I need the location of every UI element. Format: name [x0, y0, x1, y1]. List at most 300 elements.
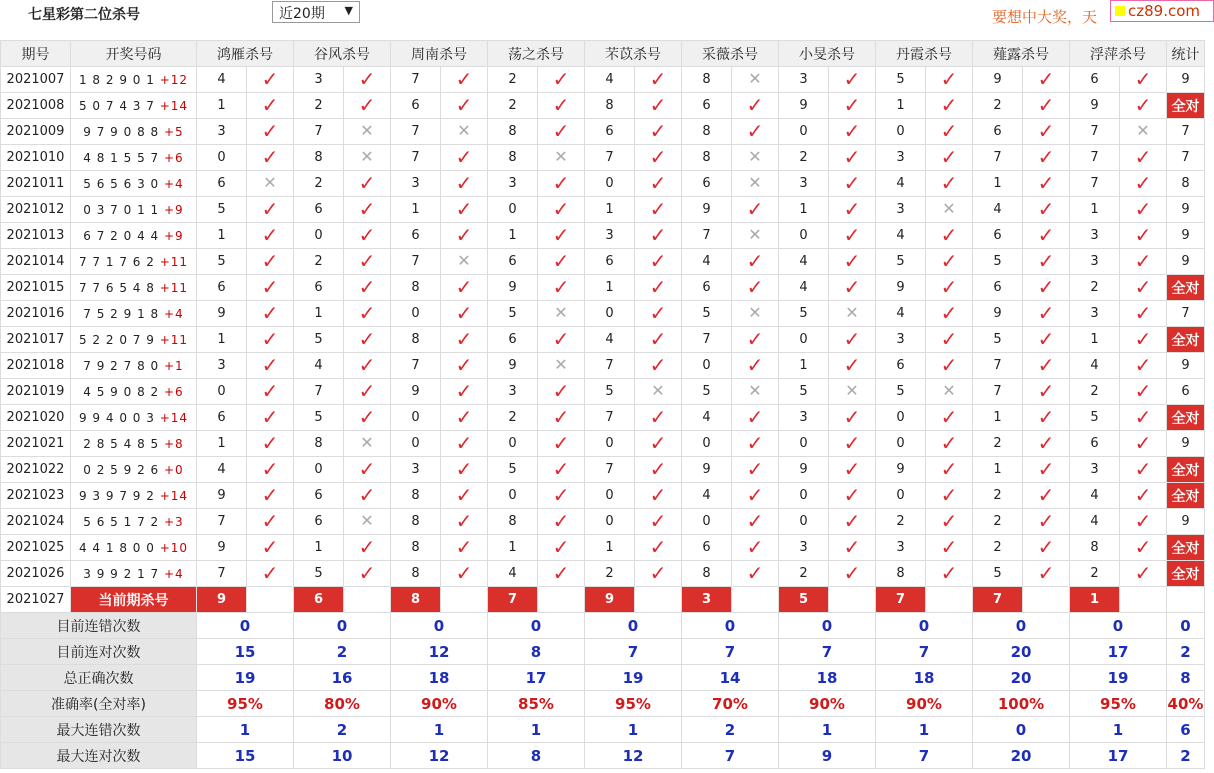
stat-value: 90% [779, 691, 876, 717]
kill-number: 4 [585, 327, 635, 353]
cross-icon [926, 197, 973, 223]
kill-number: 2 [1070, 379, 1120, 405]
table-row [1, 145, 1205, 171]
check-icon [538, 561, 585, 587]
cross-icon [732, 145, 779, 171]
check-icon [247, 405, 294, 431]
stat-label: 最大连对次数 [1, 743, 197, 769]
cross-icon [538, 353, 585, 379]
kill-number: 3 [876, 145, 926, 171]
cross-icon [635, 379, 682, 405]
check-icon: ✓ [455, 483, 473, 507]
draw-sum: +3 [164, 514, 184, 529]
check-icon: ✓ [746, 119, 764, 143]
check-icon [635, 67, 682, 93]
check-icon [247, 509, 294, 535]
check-icon: ✓ [1037, 327, 1055, 351]
stat-value: 90% [391, 691, 488, 717]
check-icon: ✓ [358, 483, 376, 507]
cross-icon: ✕ [942, 199, 956, 218]
check-icon: ✓ [1134, 379, 1152, 403]
row-total: 7 [1167, 301, 1205, 327]
check-icon: ✓ [261, 93, 279, 117]
check-icon [538, 379, 585, 405]
check-icon [829, 197, 876, 223]
table-row [1, 327, 1205, 353]
check-icon: ✓ [552, 119, 570, 143]
check-icon [247, 483, 294, 509]
draw-cell [71, 405, 197, 431]
stat-value: 1 [197, 717, 294, 743]
kill-number: 3 [294, 67, 344, 93]
check-icon: ✓ [261, 483, 279, 507]
kill-number: 5 [294, 327, 344, 353]
check-icon [344, 457, 391, 483]
draw-cell [71, 483, 197, 509]
column-header: 小旻杀号 [779, 41, 876, 67]
table-row [1, 197, 1205, 223]
check-icon [1120, 171, 1167, 197]
draw-cell [71, 197, 197, 223]
check-icon [538, 119, 585, 145]
check-icon [441, 431, 488, 457]
draw-cell [71, 223, 197, 249]
kill-number: 6 [488, 327, 538, 353]
empty-cell [1120, 587, 1167, 613]
check-icon: ✓ [358, 405, 376, 429]
logo-text: cz89.com [1128, 2, 1201, 20]
check-icon [1120, 223, 1167, 249]
draw-numbers: 5 0 7 4 3 7 [78, 98, 155, 113]
stat-value: 0 [1167, 613, 1205, 639]
table-row [1, 67, 1205, 93]
check-icon [926, 145, 973, 171]
check-icon [247, 67, 294, 93]
check-icon [1023, 535, 1070, 561]
check-icon [441, 353, 488, 379]
kill-number: 0 [585, 509, 635, 535]
kill-number: 1 [585, 535, 635, 561]
kill-number: 0 [876, 119, 926, 145]
check-icon [926, 93, 973, 119]
stat-value: 0 [294, 613, 391, 639]
kill-number: 8 [682, 119, 732, 145]
kill-number: 5 [876, 379, 926, 405]
table-row [1, 561, 1205, 587]
kill-number: 3 [876, 327, 926, 353]
check-icon: ✓ [746, 431, 764, 455]
check-icon [538, 405, 585, 431]
check-icon [247, 457, 294, 483]
cross-icon: ✕ [748, 69, 762, 88]
check-icon: ✓ [1134, 223, 1152, 247]
cross-icon [732, 67, 779, 93]
check-icon: ✓ [746, 327, 764, 351]
stat-value: 18 [876, 665, 973, 691]
current-kill-number: 7 [488, 587, 538, 613]
empty-cell [635, 587, 682, 613]
check-icon: ✓ [1037, 223, 1055, 247]
kill-number: 6 [294, 483, 344, 509]
check-icon [538, 249, 585, 275]
kill-number: 8 [682, 561, 732, 587]
draw-cell [71, 119, 197, 145]
kill-number: 1 [294, 535, 344, 561]
cross-icon [538, 145, 585, 171]
kill-number: 5 [682, 301, 732, 327]
kill-number: 6 [197, 275, 247, 301]
kill-number: 0 [391, 431, 441, 457]
kill-number: 2 [1070, 561, 1120, 587]
kill-number: 7 [585, 353, 635, 379]
stat-value: 12 [391, 743, 488, 769]
check-icon: ✓ [552, 275, 570, 299]
check-icon [247, 119, 294, 145]
check-icon [441, 223, 488, 249]
kill-number: 2 [294, 93, 344, 119]
stat-value: 1 [1070, 717, 1167, 743]
check-icon [538, 457, 585, 483]
check-icon [926, 509, 973, 535]
draw-numbers: 6 7 2 0 4 4 [83, 228, 160, 243]
stat-row [1, 717, 1205, 743]
check-icon: ✓ [843, 197, 861, 221]
stat-value: 18 [779, 665, 876, 691]
check-icon: ✓ [649, 249, 667, 273]
check-icon [441, 93, 488, 119]
kill-number: 9 [488, 275, 538, 301]
cross-icon [732, 223, 779, 249]
check-icon: ✓ [455, 145, 473, 169]
stat-row [1, 665, 1205, 691]
kill-number: 6 [682, 93, 732, 119]
kill-number: 7 [197, 561, 247, 587]
current-kill-label: 当前期杀号 [71, 587, 197, 613]
kill-number: 8 [488, 145, 538, 171]
stat-value: 0 [1070, 613, 1167, 639]
check-icon: ✓ [746, 197, 764, 221]
kill-number: 6 [391, 93, 441, 119]
issue-cell: 2021024 [1, 509, 71, 535]
check-icon: ✓ [843, 223, 861, 247]
check-icon: ✓ [1134, 93, 1152, 117]
check-icon [344, 483, 391, 509]
kill-number: 8 [391, 275, 441, 301]
kill-number: 8 [682, 145, 732, 171]
stat-value: 7 [779, 639, 876, 665]
check-icon: ✓ [552, 327, 570, 351]
kill-number: 3 [197, 119, 247, 145]
check-icon: ✓ [1134, 509, 1152, 533]
draw-numbers: 9 7 9 0 8 8 [83, 124, 160, 139]
column-header: 开奖号码 [71, 41, 197, 67]
draw-cell [71, 93, 197, 119]
check-icon: ✓ [746, 483, 764, 507]
check-icon: ✓ [1037, 379, 1055, 403]
row-total: 9 [1167, 431, 1205, 457]
check-icon [441, 327, 488, 353]
kill-number: 0 [197, 379, 247, 405]
draw-cell [71, 275, 197, 301]
kill-number: 6 [973, 223, 1023, 249]
cross-icon: ✕ [845, 303, 859, 322]
check-icon [829, 327, 876, 353]
check-icon [635, 171, 682, 197]
check-icon [1023, 509, 1070, 535]
check-icon [926, 535, 973, 561]
check-icon: ✓ [455, 535, 473, 559]
check-icon [1023, 119, 1070, 145]
check-icon [635, 93, 682, 119]
row-total: 9 [1167, 223, 1205, 249]
row-total: 9 [1167, 509, 1205, 535]
site-logo[interactable] [1110, 0, 1214, 22]
kill-number: 1 [876, 93, 926, 119]
kill-number: 4 [779, 275, 829, 301]
check-icon [829, 457, 876, 483]
empty-cell [1023, 587, 1070, 613]
check-icon [732, 327, 779, 353]
stat-value: 7 [585, 639, 682, 665]
stat-value: 0 [682, 613, 779, 639]
kill-number: 1 [973, 405, 1023, 431]
slogan-banner[interactable]: 要想中大奖，天 [992, 8, 1098, 26]
kill-number: 9 [197, 535, 247, 561]
check-icon [635, 249, 682, 275]
check-icon [1023, 327, 1070, 353]
stat-value: 1 [391, 717, 488, 743]
kill-number: 2 [973, 509, 1023, 535]
cross-icon: ✕ [554, 303, 568, 322]
check-icon [1023, 93, 1070, 119]
check-icon: ✓ [1134, 145, 1152, 169]
stat-value: 0 [973, 613, 1070, 639]
check-icon: ✓ [1134, 561, 1152, 585]
check-icon [247, 379, 294, 405]
check-icon: ✓ [940, 93, 958, 117]
current-kill-number: 9 [197, 587, 247, 613]
check-icon: ✓ [940, 171, 958, 195]
check-icon: ✓ [358, 301, 376, 325]
draw-cell [71, 431, 197, 457]
table-row [1, 301, 1205, 327]
kill-number: 2 [488, 67, 538, 93]
check-icon: ✓ [261, 275, 279, 299]
kill-number: 0 [876, 431, 926, 457]
kill-number: 9 [973, 301, 1023, 327]
kill-number: 7 [682, 223, 732, 249]
stat-value: 8 [488, 743, 585, 769]
check-icon: ✓ [649, 457, 667, 481]
kill-number: 0 [779, 483, 829, 509]
stat-value: 80% [294, 691, 391, 717]
cross-icon: ✕ [360, 511, 374, 530]
check-icon: ✓ [358, 67, 376, 91]
kill-number: 3 [779, 405, 829, 431]
cross-icon: ✕ [748, 225, 762, 244]
draw-cell [71, 249, 197, 275]
check-icon [247, 223, 294, 249]
check-icon: ✓ [1134, 457, 1152, 481]
kill-number: 6 [876, 353, 926, 379]
kill-number: 3 [488, 379, 538, 405]
kill-number: 4 [197, 457, 247, 483]
kill-number-table [0, 40, 1205, 769]
kill-number: 8 [682, 67, 732, 93]
check-icon [926, 405, 973, 431]
check-icon [635, 535, 682, 561]
check-icon [829, 171, 876, 197]
check-icon [635, 353, 682, 379]
kill-number: 1 [1070, 327, 1120, 353]
table-row [1, 171, 1205, 197]
check-icon: ✓ [649, 353, 667, 377]
check-icon: ✓ [1037, 431, 1055, 455]
draw-numbers: 2 8 5 4 8 5 [83, 436, 160, 451]
check-icon: ✓ [552, 483, 570, 507]
stat-value: 95% [585, 691, 682, 717]
kill-number: 1 [779, 197, 829, 223]
cross-icon: ✕ [942, 381, 956, 400]
kill-number: 0 [876, 483, 926, 509]
check-icon: ✓ [552, 405, 570, 429]
draw-sum: +0 [164, 462, 184, 477]
issue-cell: 2021012 [1, 197, 71, 223]
kill-number: 6 [973, 275, 1023, 301]
table-row [1, 431, 1205, 457]
empty-cell [538, 587, 585, 613]
draw-sum: +12 [159, 72, 189, 87]
stat-value: 15 [197, 743, 294, 769]
stat-row [1, 613, 1205, 639]
table-row [1, 405, 1205, 431]
kill-number: 0 [294, 223, 344, 249]
kill-number: 8 [876, 561, 926, 587]
kill-number: 8 [294, 431, 344, 457]
check-icon: ✓ [940, 275, 958, 299]
stat-value: 7 [876, 639, 973, 665]
table-row [1, 353, 1205, 379]
check-icon: ✓ [940, 509, 958, 533]
check-icon: ✓ [649, 509, 667, 533]
kill-number: 1 [973, 171, 1023, 197]
check-icon [441, 483, 488, 509]
kill-number: 4 [585, 67, 635, 93]
check-icon: ✓ [1037, 457, 1055, 481]
check-icon [1023, 405, 1070, 431]
column-header: 期号 [1, 41, 71, 67]
check-icon [247, 197, 294, 223]
draw-numbers: 3 9 9 2 1 7 [83, 566, 160, 581]
stat-value: 20 [973, 743, 1070, 769]
check-icon [538, 327, 585, 353]
draw-cell [71, 353, 197, 379]
kill-number: 8 [488, 509, 538, 535]
check-icon: ✓ [1134, 197, 1152, 221]
check-icon [1023, 483, 1070, 509]
kill-number: 2 [779, 561, 829, 587]
cross-icon: ✕ [748, 147, 762, 166]
check-icon: ✓ [358, 561, 376, 585]
cross-icon [441, 249, 488, 275]
kill-number: 7 [682, 327, 732, 353]
check-icon [344, 301, 391, 327]
kill-number: 7 [391, 67, 441, 93]
stat-value: 85% [488, 691, 585, 717]
check-icon [1120, 93, 1167, 119]
check-icon: ✓ [843, 327, 861, 351]
check-icon: ✓ [746, 535, 764, 559]
stat-value: 19 [585, 665, 682, 691]
check-icon [1120, 327, 1167, 353]
issue-cell: 2021022 [1, 457, 71, 483]
draw-sum: +14 [159, 410, 189, 425]
stat-value: 1 [876, 717, 973, 743]
check-icon: ✓ [649, 223, 667, 247]
column-header: 丹霞杀号 [876, 41, 973, 67]
check-icon: ✓ [1134, 327, 1152, 351]
check-icon: ✓ [940, 119, 958, 143]
table-row [1, 379, 1205, 405]
check-icon: ✓ [552, 561, 570, 585]
kill-number: 2 [973, 535, 1023, 561]
check-icon [1023, 223, 1070, 249]
kill-number: 9 [876, 457, 926, 483]
check-icon: ✓ [940, 301, 958, 325]
check-icon [829, 405, 876, 431]
check-icon: ✓ [1037, 561, 1055, 585]
check-icon: ✓ [552, 509, 570, 533]
row-total: 全对 [1167, 561, 1205, 587]
period-select[interactable] [272, 1, 360, 23]
kill-number: 2 [973, 431, 1023, 457]
kill-number: 1 [488, 223, 538, 249]
check-icon [344, 535, 391, 561]
cross-icon: ✕ [360, 121, 374, 140]
kill-number: 5 [876, 67, 926, 93]
draw-numbers: 0 2 5 9 2 6 [83, 462, 160, 477]
check-icon: ✓ [746, 457, 764, 481]
check-icon [732, 561, 779, 587]
stat-value: 40% [1167, 691, 1205, 717]
check-icon: ✓ [649, 67, 667, 91]
check-icon [344, 249, 391, 275]
check-icon: ✓ [1037, 483, 1055, 507]
draw-sum: +4 [164, 306, 184, 321]
row-total: 7 [1167, 119, 1205, 145]
current-kill-number: 3 [682, 587, 732, 613]
kill-number: 0 [391, 405, 441, 431]
kill-number: 2 [294, 171, 344, 197]
check-icon: ✓ [261, 561, 279, 585]
kill-number: 0 [197, 145, 247, 171]
issue-cell: 2021020 [1, 405, 71, 431]
kill-number: 3 [1070, 301, 1120, 327]
cross-icon [344, 509, 391, 535]
check-icon [926, 353, 973, 379]
kill-number: 3 [779, 171, 829, 197]
check-icon: ✓ [843, 509, 861, 533]
check-icon [635, 197, 682, 223]
draw-numbers: 9 9 4 0 0 3 [78, 410, 155, 425]
table-row [1, 223, 1205, 249]
stat-value: 100% [973, 691, 1070, 717]
cross-icon: ✕ [457, 121, 471, 140]
kill-number: 5 [779, 301, 829, 327]
row-total: 7 [1167, 145, 1205, 171]
kill-number: 6 [682, 535, 732, 561]
stat-value: 95% [197, 691, 294, 717]
